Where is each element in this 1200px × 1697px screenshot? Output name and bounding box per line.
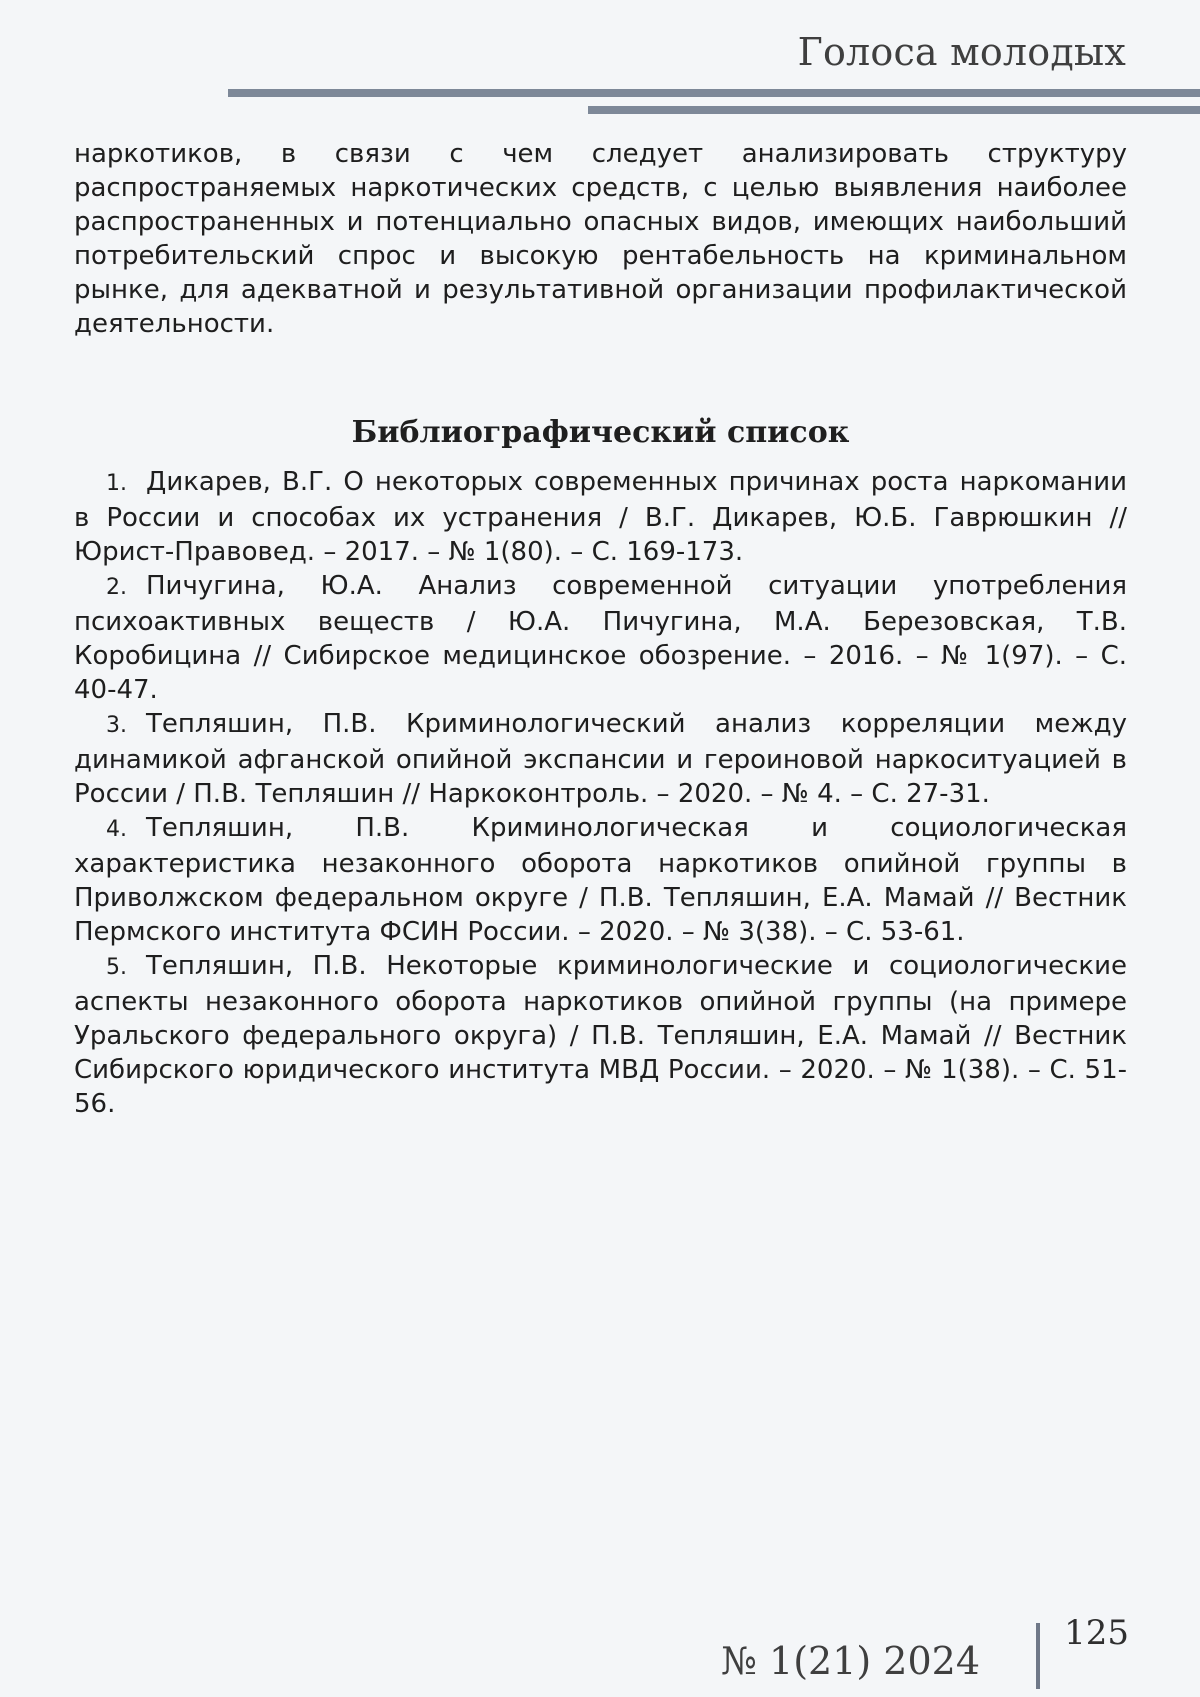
bibliography-item — [74, 569, 1127, 707]
page-number: 125 — [1064, 1613, 1129, 1653]
bibliography-item-text: Тепляшин, П.В. Криминологическая и социологическая характеристика незаконного оборота наркотиков опийной группы в Приволжском федеральном округе / П.В. Тепляшин, Е.А. Мамай // Вестник Пермского института ФСИН России. – 2020. – № 3(38). – С. 53-61. — [74, 813, 1127, 947]
issue-label: № 1(21) 2024 — [720, 1639, 980, 1683]
bibliography-item-number: 1. — [106, 471, 127, 496]
bibliography-item-text: Пичугина, Ю.А. Анализ современной ситуации употребления психоактивных веществ / Ю.А. Пичугина, М.А. Березовская, Т.В. Коробицина // Сибирское медицинское обозрение. – 2016. – № 1(97). – С. 40-47. — [74, 571, 1127, 705]
bibliography-item — [74, 465, 1127, 569]
bibliography-item-number: 3. — [106, 713, 127, 738]
footer-divider — [1036, 1623, 1040, 1689]
bibliography-item — [74, 949, 1127, 1121]
bibliography-item-text: Тепляшин, П.В. Криминологический анализ корреляции между динамикой афганской опийной экспансии и героиновой наркоситуацией в России / П.В. Тепляшин // Наркоконтроль. – 2020. – № 4. – С. 27-31. — [74, 709, 1127, 809]
bibliography-title: Библиографический список — [351, 415, 850, 450]
bibliography-item-text: Дикарев, В.Г. О некоторых современных причинах роста наркомании в России и способах их устранения / В.Г. Дикарев, Ю.Б. Гаврюшкин // Юрист-Правовед. – 2017. – № 1(80). – С. 169-173. — [74, 467, 1127, 567]
header-rule-bottom — [588, 106, 1200, 114]
bibliography-item-number: 5. — [106, 955, 127, 980]
bibliography-item — [74, 707, 1127, 811]
body-paragraph: наркотиков, в связи с чем следует анализировать структуру распространяемых наркотических средств, с целью выявления наиболее распространенных и потенциально опасных видов, имеющих наибольший потребительский спрос и высокую рентабельность на криминальном рынке, для адекватной и результативной организации профилактической деятельности. — [74, 139, 1127, 339]
bibliography-item-number: 4. — [106, 817, 127, 842]
running-header: Голоса молодых — [797, 30, 1126, 74]
bibliography-list — [74, 465, 1127, 1121]
bibliography-item-text: Тепляшин, П.В. Некоторые криминологические и социологические аспекты незаконного оборота наркотиков опийной группы (на примере Уральского федерального округа) / П.В. Тепляшин, Е.А. Мамай // Вестник Сибирского юридического института МВД России. – 2020. – № 1(38). – С. 51-56. — [74, 951, 1127, 1119]
bibliography-item-number: 2. — [106, 575, 127, 600]
header-rule-top — [228, 89, 1200, 97]
bibliography-section — [74, 413, 1127, 1121]
bibliography-item — [74, 811, 1127, 949]
page-content — [74, 137, 1127, 1121]
page-footer — [0, 1577, 1200, 1697]
